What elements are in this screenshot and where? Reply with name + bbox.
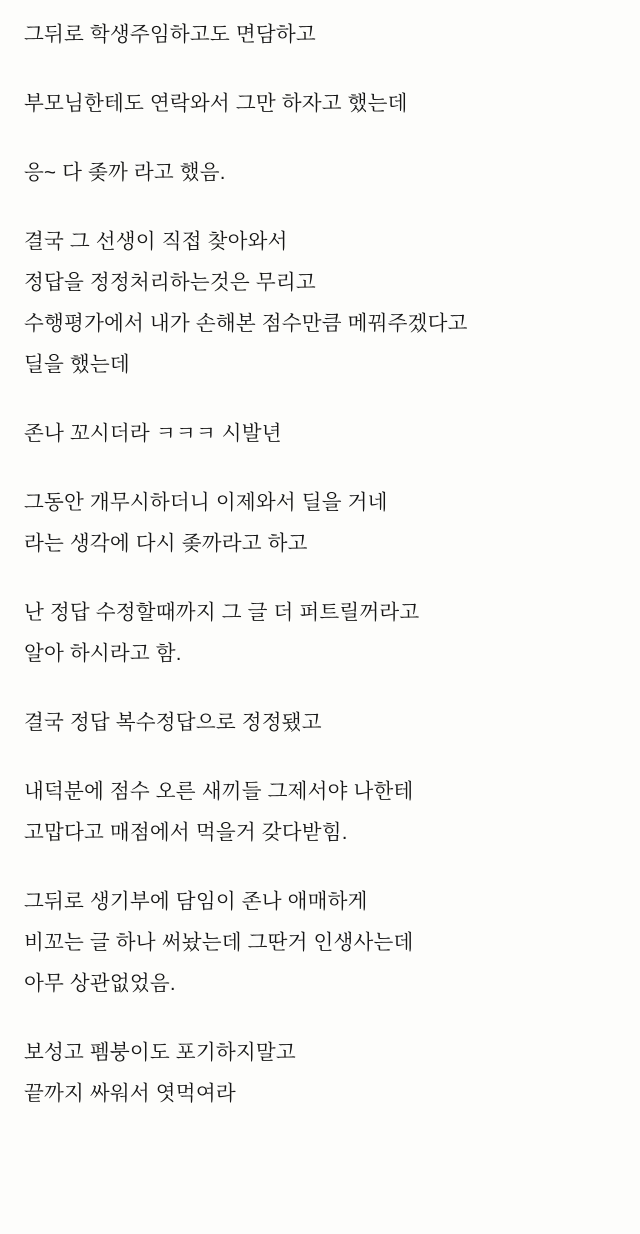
paragraph bbox=[24, 152, 620, 193]
text-line: 응~ 다 좆까 라고 했음. bbox=[24, 161, 226, 184]
text-line: 난 정답 수정할때까지 그 글 더 퍼트릴꺼라고 bbox=[24, 601, 420, 624]
document-body bbox=[24, 14, 620, 1114]
text-line: 아무 상관없었음. bbox=[24, 972, 176, 995]
paragraph bbox=[24, 1032, 620, 1114]
paragraph bbox=[24, 881, 620, 1004]
text-line: 딜을 했는데 bbox=[24, 353, 130, 376]
paragraph bbox=[24, 413, 620, 454]
text-line: 그뒤로 생기부에 담임이 존나 애매하게 bbox=[24, 890, 368, 913]
text-line: 존나 꼬시더라 ㅋㅋㅋ 시발년 bbox=[24, 422, 282, 445]
text-line: 부모님한테도 연락와서 그만 하자고 했는데 bbox=[24, 92, 408, 115]
text-line: 보성고 펨붕이도 포기하지말고 bbox=[24, 1041, 296, 1064]
paragraph bbox=[24, 83, 620, 124]
text-line: 그뒤로 학생주임하고도 면담하고 bbox=[24, 23, 316, 46]
paragraph bbox=[24, 482, 620, 564]
text-line: 결국 그 선생이 직접 찾아와서 bbox=[24, 230, 288, 253]
paragraph bbox=[24, 14, 620, 55]
text-line: 정답을 정정처리하는것은 무리고 bbox=[24, 271, 316, 294]
text-line: 그동안 개무시하더니 이제와서 딜을 거네 bbox=[24, 491, 388, 514]
text-line: 끝까지 싸워서 엿먹여라 bbox=[24, 1082, 236, 1105]
text-line: 알아 하시라고 함. bbox=[24, 642, 182, 665]
text-line: 수행평가에서 내가 손해본 점수만큼 메꿔주겠다고 bbox=[24, 312, 468, 335]
paragraph bbox=[24, 221, 620, 385]
text-line: 내덕분에 점수 오른 새끼들 그제서야 나한테 bbox=[24, 780, 414, 803]
text-line: 라는 생각에 다시 좆까라고 하고 bbox=[24, 532, 308, 555]
text-line: 비꼬는 글 하나 써놨는데 그딴거 인생사는데 bbox=[24, 931, 414, 954]
paragraph bbox=[24, 592, 620, 674]
paragraph bbox=[24, 771, 620, 853]
text-line: 결국 정답 복수정답으로 정정됐고 bbox=[24, 711, 322, 734]
paragraph bbox=[24, 702, 620, 743]
text-line: 고맙다고 매점에서 먹을거 갖다받힘. bbox=[24, 821, 348, 844]
